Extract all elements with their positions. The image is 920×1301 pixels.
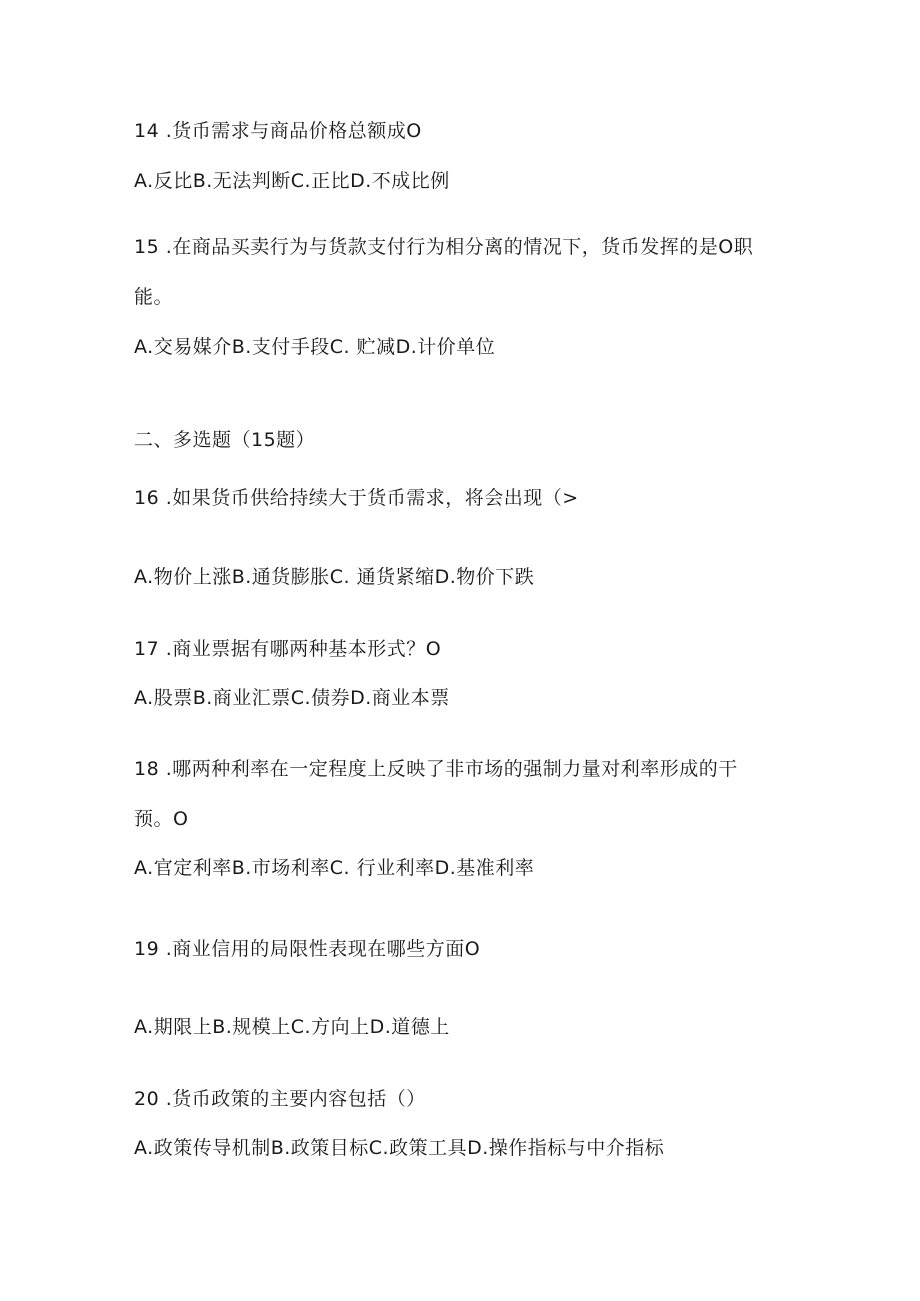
question-18-stem-line1: 18 .哪两种利率在一定程度上反映了非市场的强制力量对利率形成的干 [134,758,738,780]
question-15-stem-line1: 15 .在商品买卖行为与货款支付行为相分离的情况下，货币发挥的是O职 [134,236,754,258]
question-16-stem: 16 .如果货币供给持续大于货币需求，将会出现（> [134,487,579,509]
question-15-stem-line2: 能。 [134,286,174,308]
question-17-options: A.股票B.商业汇票C.债券D.商业本票 [134,687,450,709]
question-20-options: A.政策传导机制B.政策目标C.政策工具D.操作指标与中介指标 [134,1137,665,1159]
question-15-options: A.交易媒介B.支付手段C. 贮减D.计价单位 [134,336,496,358]
question-16-options: A.物价上涨B.通货膨胀C. 通货紧缩D.物价下跌 [134,566,535,588]
question-20-stem: 20 .货币政策的主要内容包括（） [134,1088,426,1110]
question-14-options: A.反比B.无法判断C.正比D.不成比例 [134,170,450,192]
question-17-stem: 17 .商业票据有哪两种基本形式？O [134,638,442,660]
question-18-options: A.官定利率B.市场利率C. 行业利率D.基准利率 [134,857,535,879]
section-heading-multiple-choice: 二、多选题（15题） [134,429,316,451]
question-19-options: A.期限上B.规模上C.方向上D.道德上 [134,1016,450,1038]
question-14-stem: 14 .货币需求与商品价格总额成O [134,120,422,142]
question-19-stem: 19 .商业信用的局限性表现在哪些方面O [134,938,481,960]
question-18-stem-line2: 预。O [134,808,189,830]
